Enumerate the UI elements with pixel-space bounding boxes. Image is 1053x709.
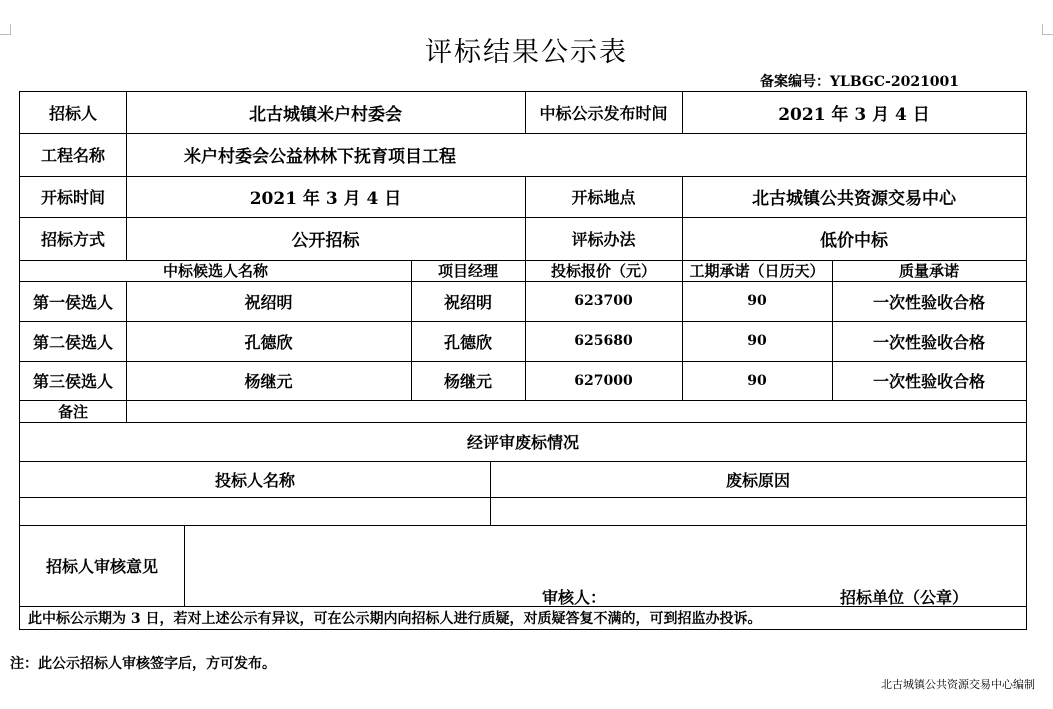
invalid-section-title: 经评审废标情况: [466, 433, 579, 452]
candidate-name: 祝绍明: [244, 292, 293, 312]
candidate-rank: 第一侯选人: [32, 292, 113, 312]
open-time-label: 开标时间: [40, 188, 105, 207]
candidate-quality: 一次性验收合格: [872, 372, 985, 391]
project-value: 米户村委会公益林林下抚育项目工程: [184, 147, 456, 167]
notice-text: 此中标公示期为 3 日，若对上述公示有异议，可在公示期内向招标人进行质疑，对质疑答复不满的，可到招监办投诉。: [28, 610, 762, 627]
candidate-price: 623700: [574, 293, 633, 309]
header-days: 工期承诺（日历天）: [689, 262, 825, 280]
open-place-value: 北古城镇公共资源交易中心: [752, 189, 956, 209]
method-value: 公开招标: [291, 231, 360, 251]
candidate-name: 杨继元: [244, 372, 293, 391]
result-table: [19, 91, 1027, 630]
eval-label: 评标办法: [571, 230, 636, 249]
remark-label: 备注: [57, 402, 88, 421]
tenderer-label: 招标人: [48, 104, 97, 123]
header-quality: 质量承诺: [898, 262, 959, 280]
candidate-days: 90: [747, 372, 767, 389]
publish-time-label: 中标公示发布时间: [539, 104, 668, 123]
candidate-quality: 一次性验收合格: [872, 292, 985, 312]
candidate-quality: 一次性验收合格: [872, 332, 985, 352]
candidate-price: 627000: [574, 372, 633, 389]
candidate-name: 孔德欣: [244, 332, 293, 352]
candidate-manager: 祝绍明: [443, 292, 492, 312]
record-number: 备案编号：YLBGC-2021001: [760, 74, 960, 90]
candidate-rank: 第三侯选人: [32, 372, 113, 391]
header-price: 投标报价（元）: [550, 262, 656, 280]
candidate-manager: 孔德欣: [443, 332, 492, 352]
maker-credit: 北古城镇公共资源交易中心编制: [881, 678, 1035, 691]
candidate-manager: 杨继元: [443, 372, 492, 391]
candidate-days: 90: [747, 293, 767, 309]
header-candidate-name: 中标候选人名称: [162, 262, 268, 280]
reviewer-label: 审核人：: [542, 587, 607, 607]
eval-value: 低价中标: [820, 231, 888, 251]
remark-value: [126, 400, 1026, 422]
publish-time-value: 2021 年 3 月 4 日: [778, 105, 930, 125]
candidate-price: 625680: [574, 333, 633, 349]
page-title: 评标结果公示表: [425, 37, 628, 68]
tenderer-value: 北古城镇米户村委会: [249, 105, 402, 125]
method-label: 招标方式: [40, 230, 105, 249]
open-place-label: 开标地点: [571, 188, 636, 207]
project-label: 工程名称: [40, 146, 105, 165]
header-manager: 项目经理: [437, 262, 498, 280]
invalid-bidder-header: 投标人名称: [214, 470, 295, 490]
invalid-reason-header: 废标原因: [725, 470, 790, 490]
footnote: 注：此公示招标人审核签字后，方可发布。: [10, 656, 276, 672]
stamp-unit-label: 招标单位（公章）: [840, 587, 969, 607]
review-label: 招标人审核意见: [45, 557, 158, 576]
open-time-value: 2021 年 3 月 4 日: [249, 189, 402, 209]
candidate-days: 90: [747, 333, 767, 349]
candidate-rank: 第二侯选人: [32, 332, 113, 352]
